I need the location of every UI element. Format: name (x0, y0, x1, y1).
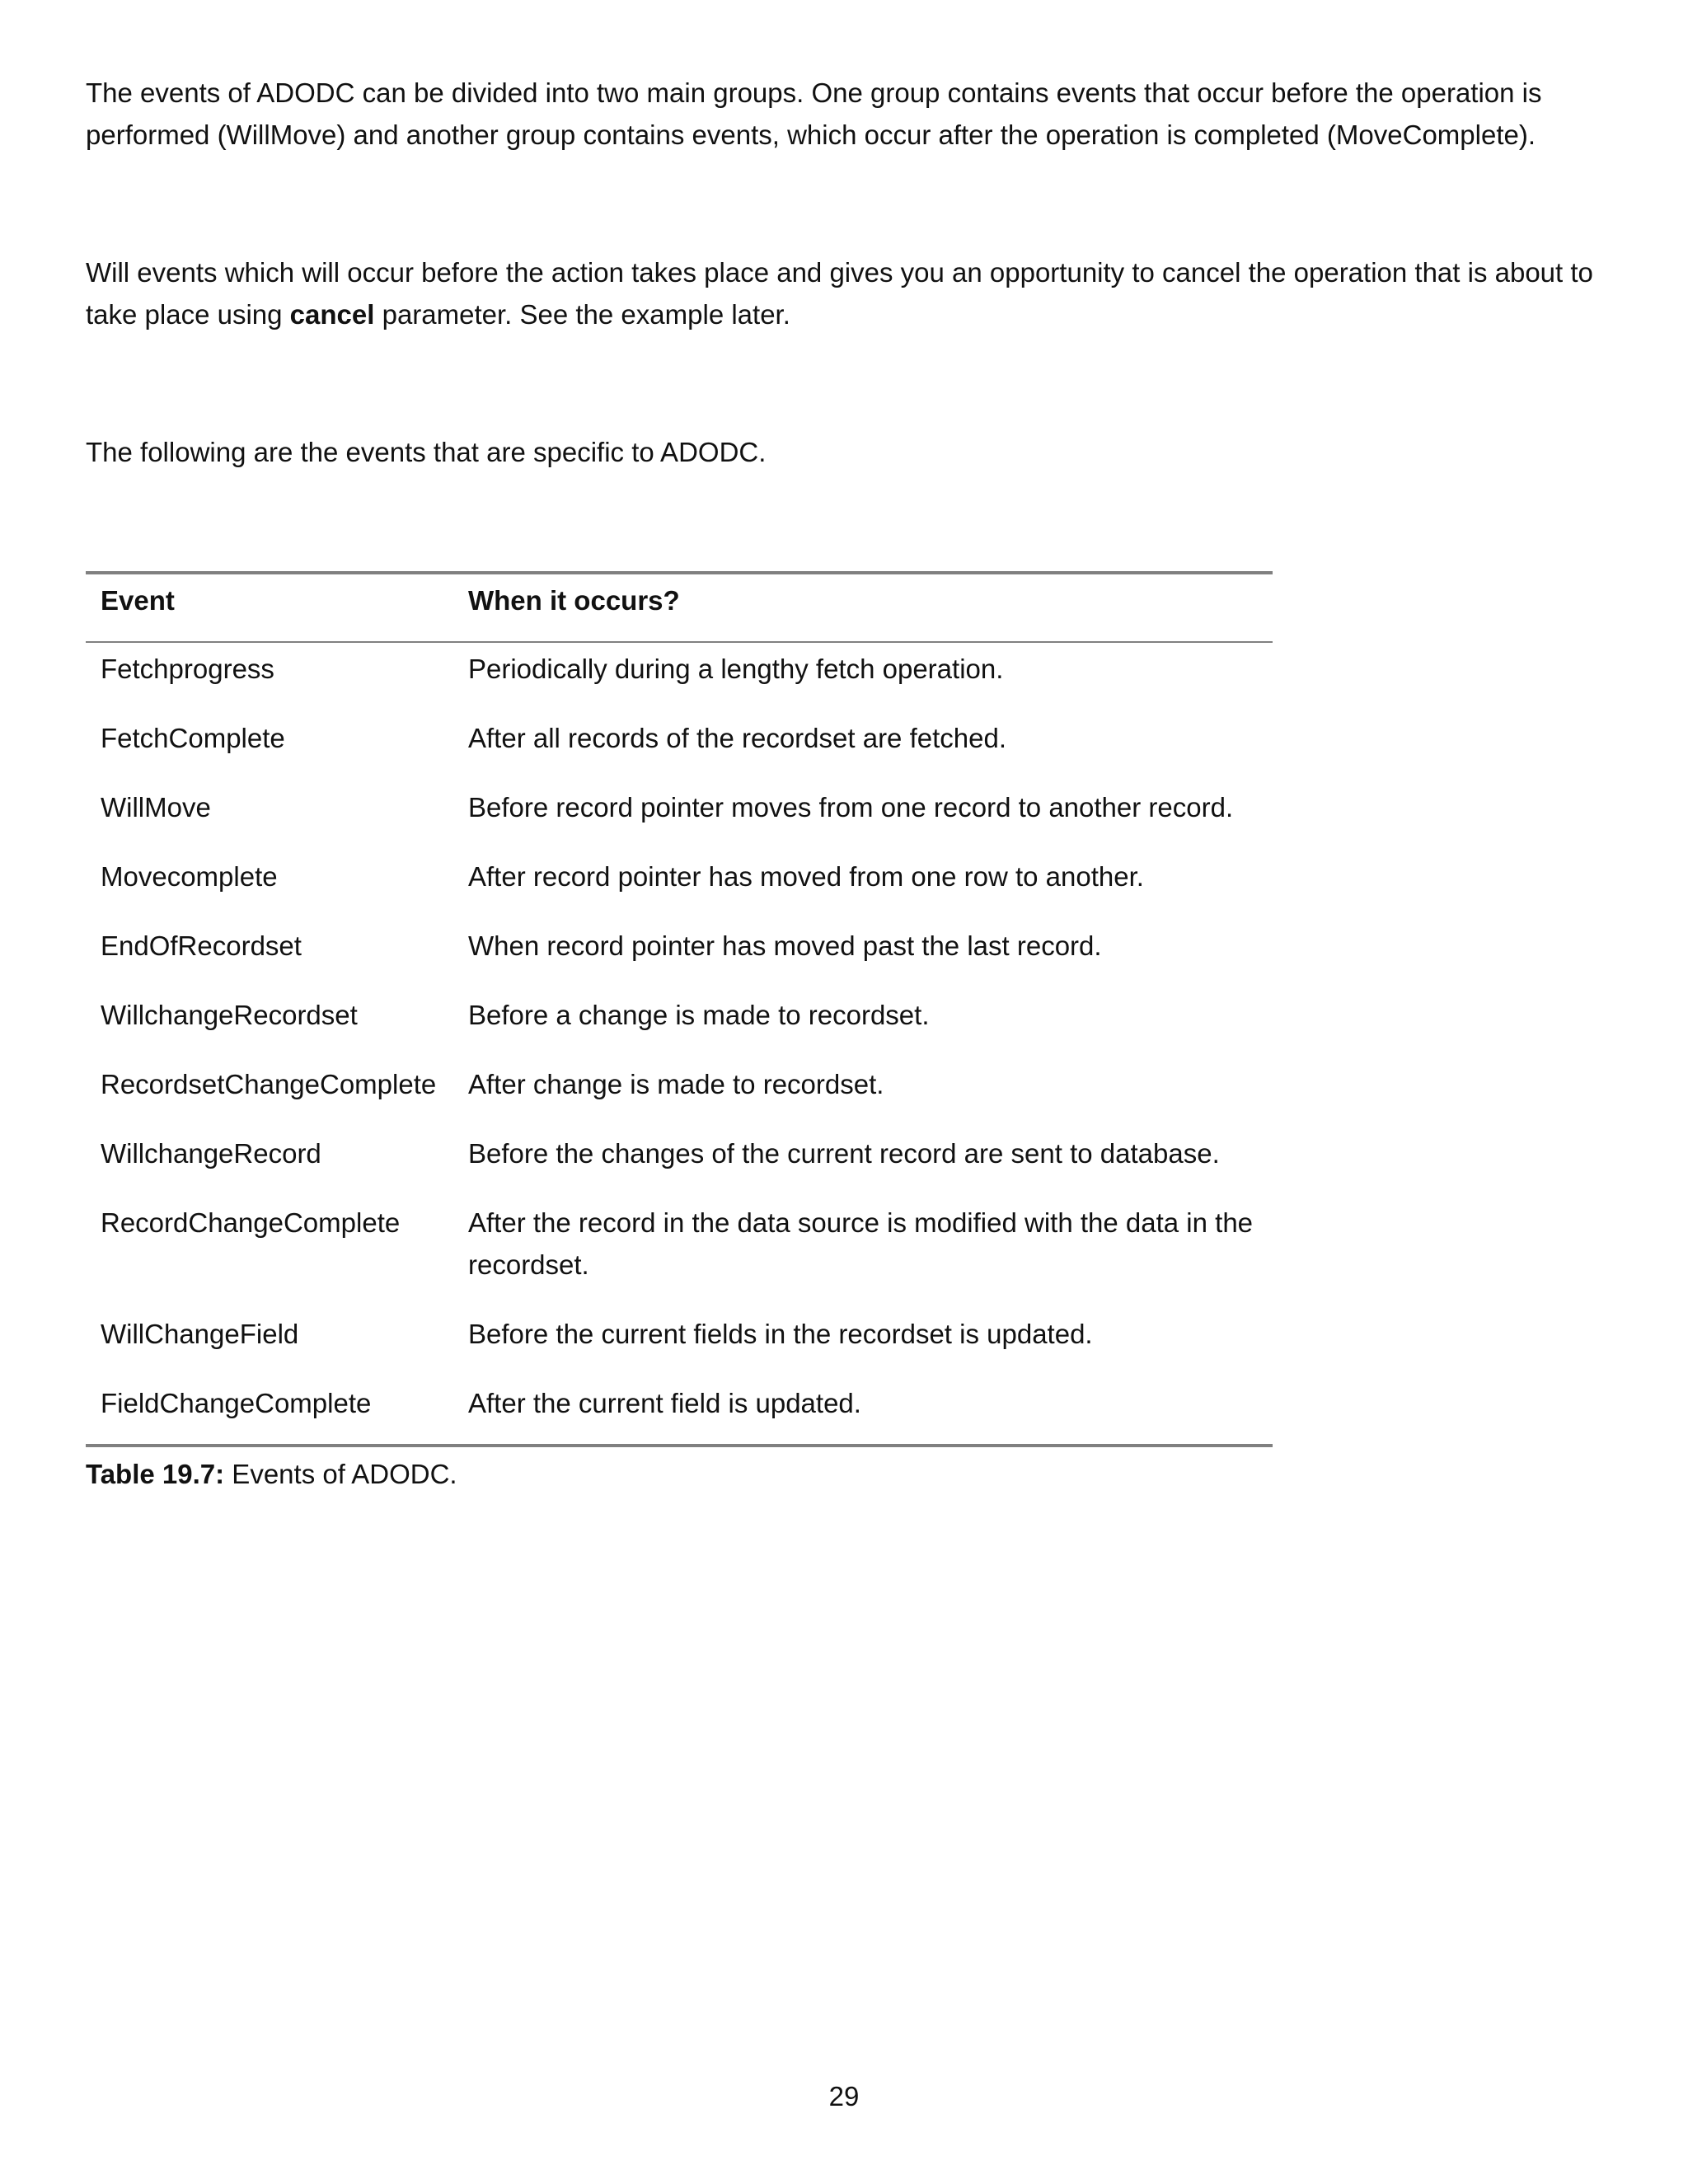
event-name-cell: Fetchprogress (101, 654, 274, 684)
event-when-cell: Before record pointer moves from one record to another record. (468, 792, 1234, 823)
table-caption (86, 1453, 457, 1495)
document-page (86, 0, 1619, 2184)
event-when-cell: Before a change is made to recordset. (468, 1000, 930, 1030)
event-name-cell: WillMove (101, 792, 211, 823)
event-name-cell: RecordChangeComplete (101, 1207, 401, 1238)
table-row (86, 987, 1273, 1056)
table-row (86, 1305, 1273, 1375)
event-when-cell: When record pointer has moved past the last record. (468, 930, 1102, 961)
intro-paragraph: The events of ADODC can be divided into two main groups. One group contains events that occur before the operation is performed (WillMove) and another group contains events, which occur after the operation is completed (MoveComplete). (86, 77, 1542, 150)
event-when-cell: After record pointer has moved from one row to another. (468, 861, 1144, 892)
will-events-text-end: parameter. See the example later. (374, 299, 790, 330)
table-row (86, 848, 1273, 917)
caption-text: Events of ADODC. (224, 1459, 457, 1489)
event-when-cell: Before the changes of the current record are sent to database. (468, 1138, 1220, 1169)
event-when-cell: After the current field is updated. (453, 1375, 1273, 1446)
event-name-cell: WillchangeRecord (101, 1138, 321, 1169)
event-when-cell: After change is made to recordset. (468, 1069, 884, 1099)
table-row (86, 917, 1273, 987)
event-when-cell: Before the current fields in the recordset is updated. (468, 1319, 1093, 1349)
event-name-cell: RecordsetChangeComplete (101, 1069, 437, 1099)
event-name-cell: FetchComplete (101, 723, 285, 753)
cancel-keyword: cancel (289, 299, 375, 330)
will-events-paragraph (86, 251, 1619, 335)
table-row (86, 642, 1273, 710)
header-event: Event (86, 573, 453, 642)
event-when-cell: After all records of the recordset are fetched. (468, 723, 1006, 753)
events-intro-paragraph: The following are the events that are specific to ADODC. (86, 437, 767, 467)
table-row (86, 1125, 1273, 1194)
will-events-text-start: Will events which will occur before the action takes place and gives you an opportunity to cancel the operation that is about to take place using (86, 257, 1593, 330)
event-name-cell: WillChangeField (101, 1319, 299, 1349)
caption-label: Table 19.7: (86, 1459, 225, 1489)
event-name-cell: WillchangeRecordset (101, 1000, 358, 1030)
table-header-row (86, 573, 1273, 642)
event-when-cell: Periodically during a lengthy fetch operation. (468, 654, 1004, 684)
page-number: 29 (828, 2081, 860, 2111)
table-row (86, 779, 1273, 848)
event-name-cell: FieldChangeComplete (86, 1375, 453, 1446)
event-name-cell: Movecomplete (101, 861, 278, 892)
table-row (86, 710, 1273, 779)
event-name-cell: EndOfRecordset (101, 930, 302, 961)
events-table (86, 571, 1273, 1447)
header-when-it-occurs: When it occurs? (453, 573, 1273, 642)
table-row (86, 1194, 1273, 1305)
events-table-body (86, 642, 1273, 1446)
table-row (86, 1375, 1273, 1446)
table-row (86, 1056, 1273, 1125)
event-when-cell: After the record in the data source is modified with the data in the recordset. (468, 1207, 1254, 1280)
